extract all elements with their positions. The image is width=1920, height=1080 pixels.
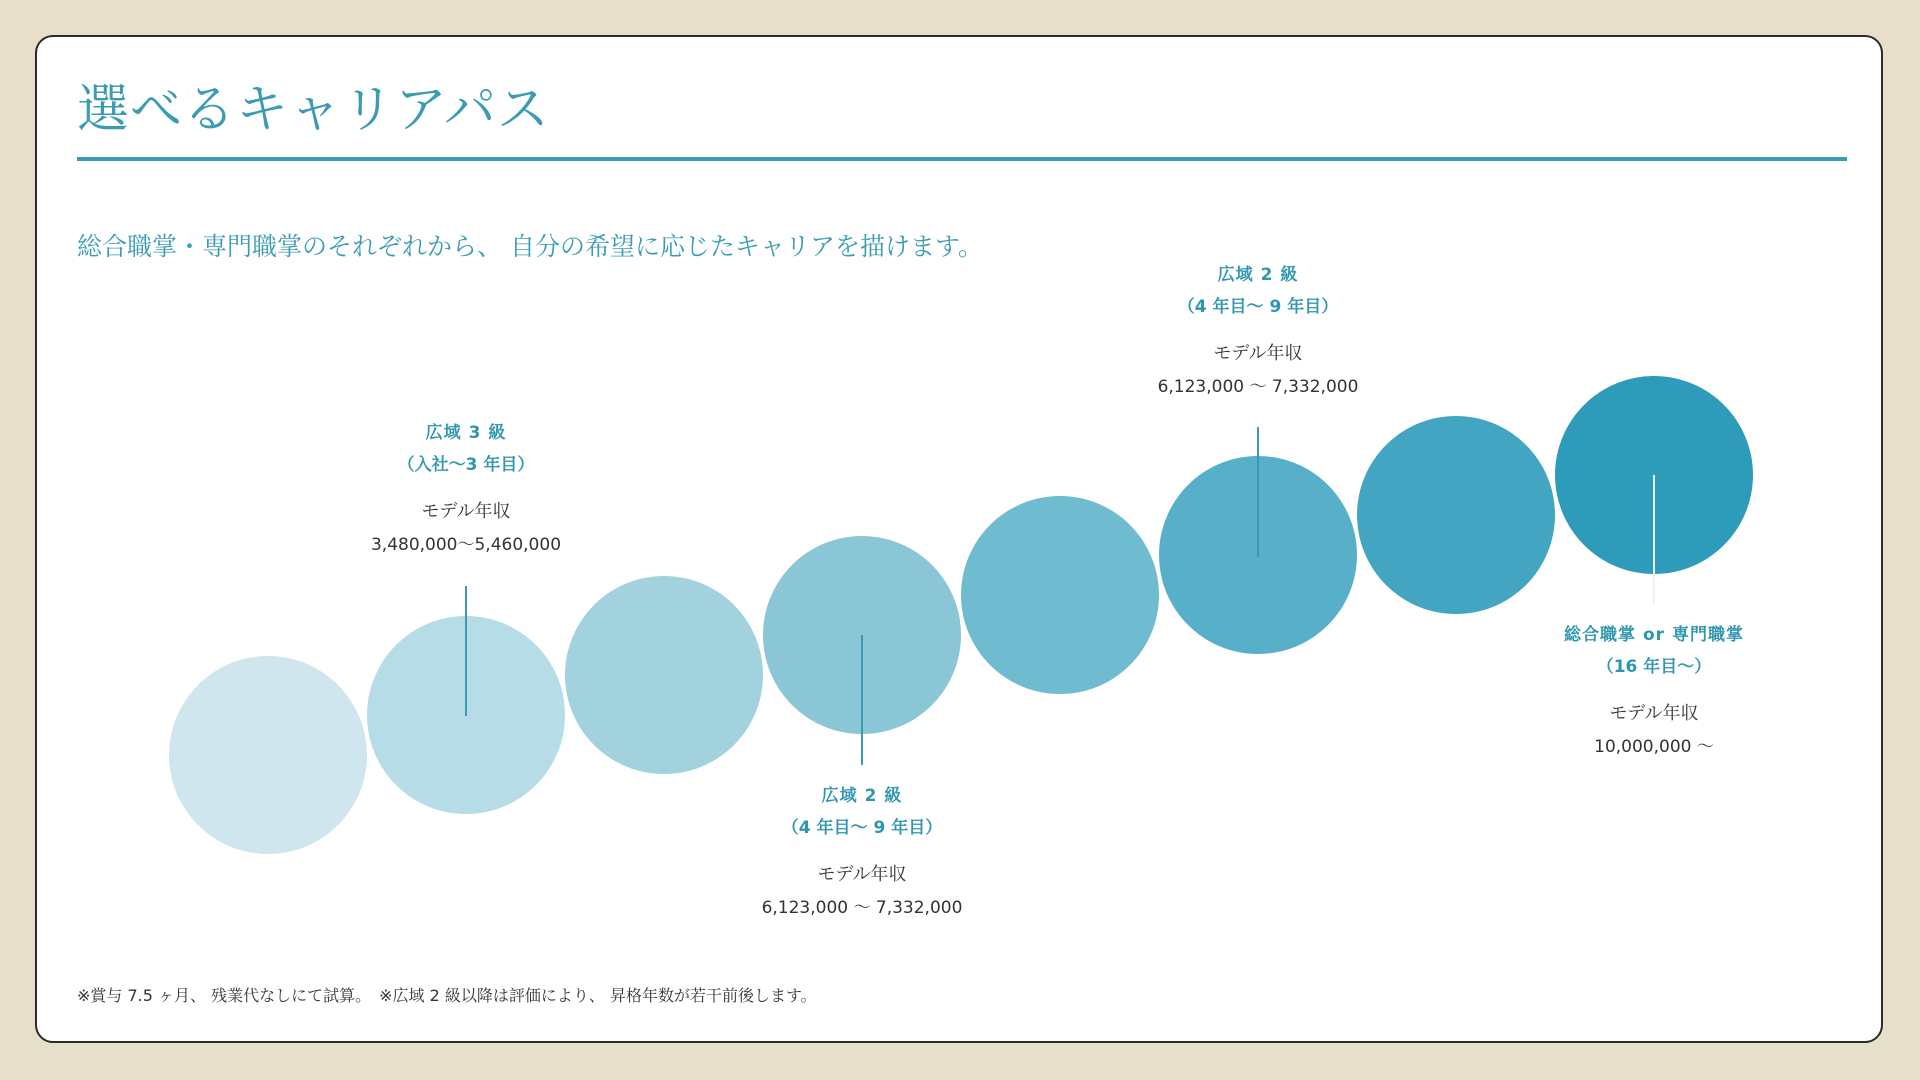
callout-level-2-upper [1078, 259, 1438, 403]
callout-senior [1474, 619, 1834, 763]
connector-line-2 [861, 635, 863, 765]
callout-model-value: 10,000,000 〜 [1594, 737, 1714, 757]
callout-model-title: モデル年収 [421, 501, 511, 522]
connector-line-4 [1653, 475, 1655, 605]
callout-model-value: 3,480,000〜5,460,000 [370, 535, 562, 555]
callout-years: （16 年目〜） [1596, 657, 1712, 677]
slide-card [35, 35, 1883, 1043]
callout-level: 広域 2 級 [821, 786, 903, 806]
career-step-circle-5 [961, 496, 1159, 694]
callout-model-title: モデル年収 [1609, 703, 1699, 724]
career-step-circle-7 [1357, 416, 1555, 614]
page-title: 選べるキャリアパス [77, 80, 550, 140]
callout-level: 広域 3 級 [425, 423, 507, 443]
callout-years: （入社〜3 年目） [397, 455, 535, 475]
callout-level-3 [286, 417, 646, 561]
footnote: ※賞与 7.5 ヶ月、 残業代なしにて試算。 ※広域 2 級以降は評価により、 昇格年数が若干前後します。 [77, 986, 817, 1005]
callout-model-value: 6,123,000 〜 7,332,000 [761, 898, 963, 918]
connector-line-3 [1257, 427, 1259, 557]
callout-level-2-lower [682, 780, 1042, 924]
callout-level: 広域 2 級 [1217, 265, 1299, 285]
career-step-circle-3 [565, 576, 763, 774]
callout-model-title: モデル年収 [1213, 343, 1303, 364]
subtitle: 総合職掌・専門職掌のそれぞれから、 自分の希望に応じたキャリアを描けます。 [77, 232, 983, 261]
callout-level: 総合職掌 or 専門職掌 [1564, 625, 1744, 645]
career-step-circle-1 [169, 656, 367, 854]
callout-years: （4 年目〜 9 年目） [1177, 297, 1339, 317]
title-underline [77, 157, 1847, 161]
callout-model-value: 6,123,000 〜 7,332,000 [1157, 377, 1359, 397]
callout-years: （4 年目〜 9 年目） [781, 818, 943, 838]
connector-line-1 [465, 586, 467, 716]
callout-model-title: モデル年収 [817, 864, 907, 885]
